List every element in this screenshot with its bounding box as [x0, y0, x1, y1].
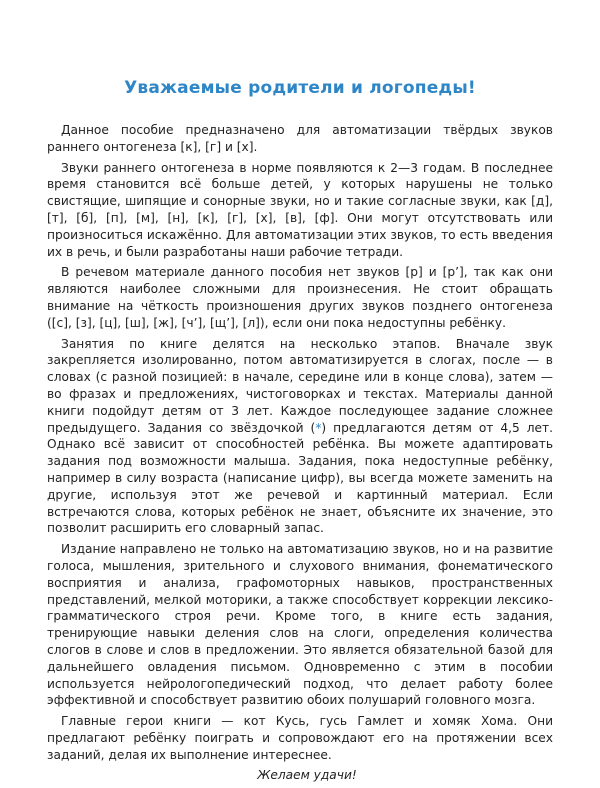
paragraph-1: Данное пособие предназначено для автоматизации твёрдых звуков раннего онтогенеза [к], [г] и [х].	[47, 123, 553, 154]
star-icon: *	[315, 420, 322, 435]
paragraph-3: В речевом материале данного пособия нет звуков [р] и [р’], так как они являются наиболее сложными для произнесения. Не стоит обращать внимание на чёткость произношения других звуков позднего онтогенеза ([с], [з], [ц], [ш], [ж], [ч’], [щ’], [л]), если они пока недоступны ребёнку.	[47, 265, 553, 330]
paragraph-5: Издание направлено не только на автоматизацию звуков, но и на развитие голоса, мышления, зрительного и слухового внимания, фонематического восприятия и анализа, графомоторных навыков, пространственных представлений, мелкой моторики, а также способствует коррекции лексико-грамматического строя речи. Кроме того, в книге есть задания, тренирующие навыки деления слов на слоги, определения количества слогов в слове и слов в предложении. Это является обязательной базой для дальнейшего овладения письмом. Одновременно с этим в пособии используется нейрологопедический подход, что делает работу более эффективной и способствует развитию обоих полушарий головного мозга.	[47, 542, 553, 708]
paragraph-2: Звуки раннего онтогенеза в норме появляются к 2—3 годам. В последнее время становится всё больше детей, у которых нарушены не только свистящие, шипящие и сонорные звуки, но и такие согласные звуки, как [д], [т], [б], [п], [м], [н], [к], [г], [х], [в], [ф]. Они могут отсутствовать или произноситься искажённо. Для автоматизации этих звуков, то есть введения их в речь, и были разработаны наши рабочие тетради.	[47, 160, 553, 259]
paragraph-4	[47, 336, 553, 538]
closing-wish: Желаем удачи!	[257, 768, 357, 783]
page-title: Уважаемые родители и логопеды!	[124, 78, 476, 98]
paragraph-6: Главные герои книги — кот Кусь, гусь Гамлет и хомяк Хома. Они предлагают ребёнку поиграть и сопровождают его на протяжении всех заданий, делая их выполнение интереснее.	[47, 714, 553, 762]
body-text	[47, 122, 553, 788]
paragraph-4-head: Занятия по книге делятся на несколько этапов. Вначале звук закрепляется изолированно, потом автоматизируется в слогах, после — в словах (с разной позицией: в начале, середине или в конце слова), затем — во фразах и предложениях, чистоговорках и текстах. Материалы данной книги подойдут детям от 3 лет. Каждое последующее задание сложнее предыдущего. Задания со звёздочкой (	[47, 336, 553, 435]
paragraph-4-tail: ) предлагаются детям от 4,5 лет. Однако всё зависит от способностей ребёнка. Вы можете адаптировать задания под возможности малыша. Задания, пока недоступные ребёнку, например в силу возраста (написание цифр), вы всегда можете заменить на другие, используя этот же речевой и картинный материал. Если встречаются слова, которых ребёнок не знает, объясните их значение, это позволит расширить его словарный запас.	[47, 420, 554, 536]
